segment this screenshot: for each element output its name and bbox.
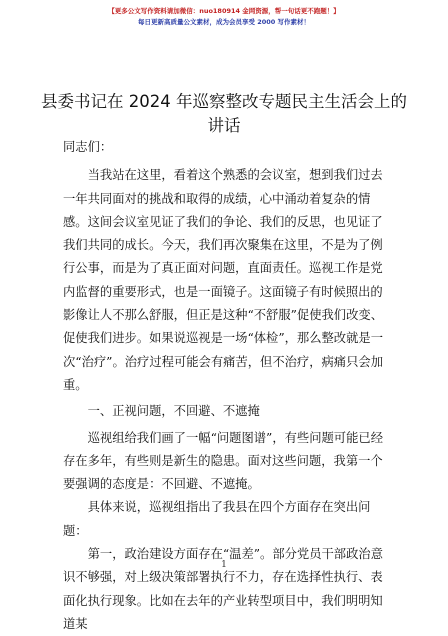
paragraph: 第一，政治建设方面存在“温差”。部分党员干部政治意识不够强，对上级决策部署执行不力，存在选择性执行、表面化执行现象。比如在去年的产业转型项目中，我们明明知道某 <box>63 547 383 631</box>
section-heading: 一、正视问题，不回避、不遮掩 <box>87 404 260 419</box>
page-number: 1 <box>221 560 227 570</box>
paragraph: 当我站在这里，看着这个熟悉的会议室，想到我们过去一年共同面对的挑战和取得的成绩，心中涌动着复杂的情感。这间会议室见证了我们的争论、我们的反思，也见证了我们共同的成长。今天，我们再次聚集在这里，不是为了例行公事，而是为了真正面对问题，直面责任。巡视工作是党内监督的重要形式，也是一面镜子。这面镜子有时候照出的影像让人不那么舒服，但正是这种“不舒服”促使我们改变、促使我们进步。如果说巡视是一场“体检”，那么整改就是一次“治疗”。治疗过程可能会有痛苦，但不治疗，病痛只会加重。 <box>63 168 383 392</box>
promo-line-2: 每日更新高质量公文素材，成为会员享受 2000 写作素材！ <box>137 18 311 26</box>
promo-banner <box>0 6 448 28</box>
promo-line-1: 【更多公文写作资料请加微信：nuo180914 金网资源，帮一句话更不跑题！】 <box>108 7 340 15</box>
paragraph: 巡视组给我们画了一幅“问题图谱”，有些问题可能已经存在多年，有些则是新生的隐患。面对这些问题，我第一个要强调的态度是：不回避、不遮掩。 <box>63 430 383 492</box>
document-title: 县委书记在 2024 年巡察整改专题民主生活会上的讲话 <box>41 92 407 135</box>
salutation: 同志们： <box>63 140 113 154</box>
paragraph: 具体来说，巡视组指出了我县在四个方面存在突出问题： <box>63 500 371 538</box>
